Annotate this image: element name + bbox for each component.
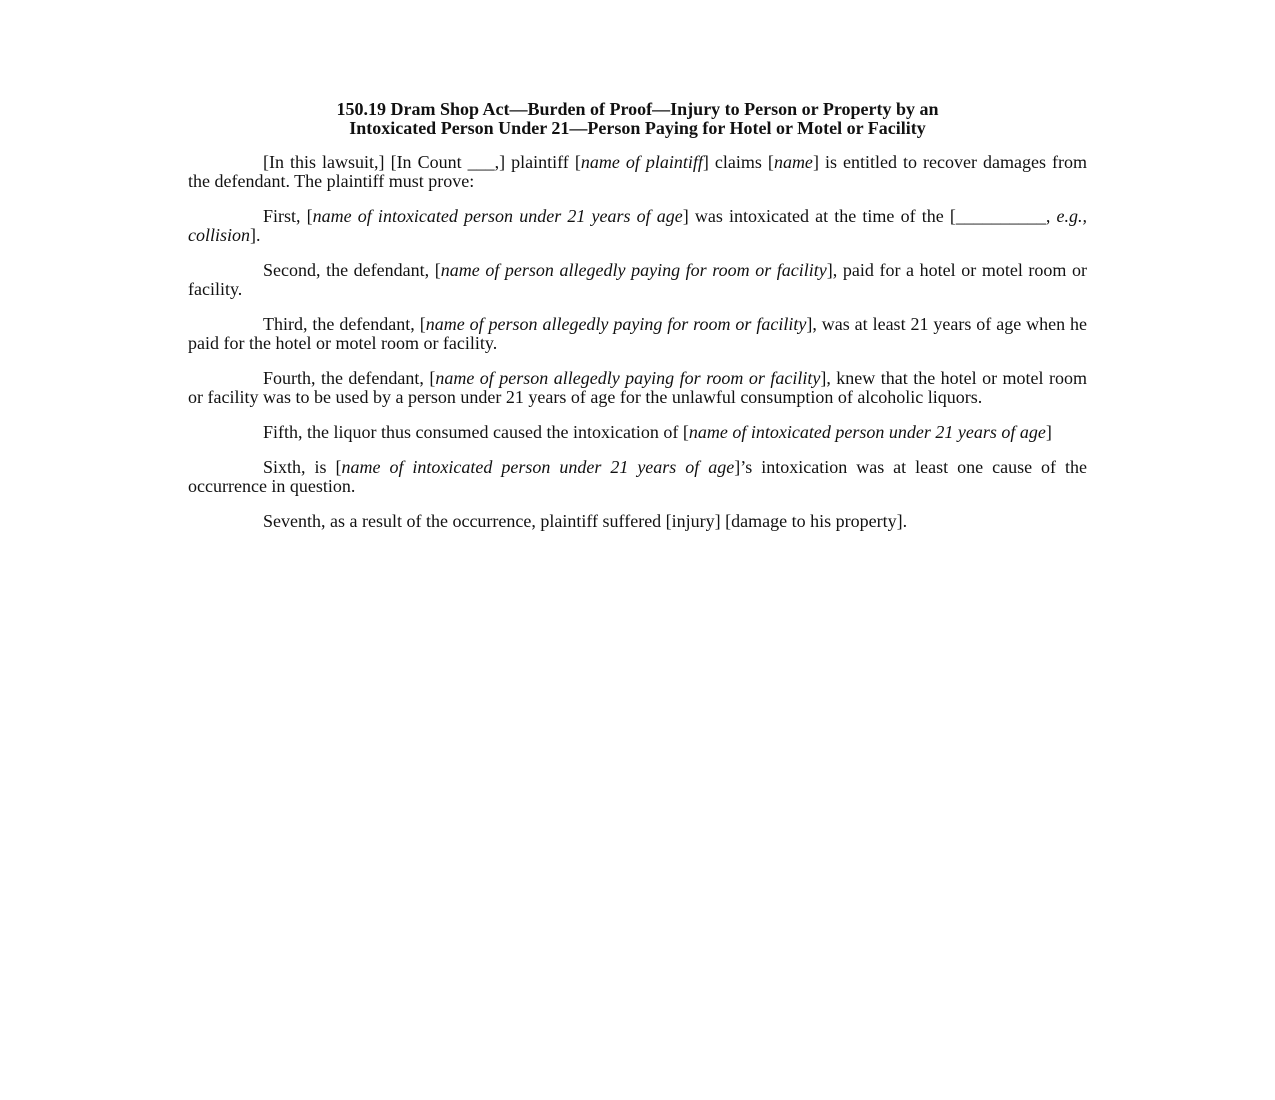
intro-text-1: [In this lawsuit,] [In Count ___,] plaintiff [ xyxy=(263,152,581,172)
fifth-text-1: Fifth, the liquor thus consumed caused the intoxication of [ xyxy=(263,422,689,442)
fourth-text-2: ], knew that the hotel or motel room or facility was to be used by a person under 21 years of age for the unlawful consumption of alcoholic liquors. xyxy=(188,368,1088,407)
third-placeholder-payer: name of person allegedly paying for room or facility xyxy=(425,314,807,334)
intro-text-2: ] claims [ xyxy=(702,152,774,172)
seventh-text-1: Seventh, as a result of the occurrence, plaintiff suffered [injury] [damage to his property]. xyxy=(263,511,908,531)
element-fifth xyxy=(188,423,1087,442)
sixth-text-1: Sixth, is [ xyxy=(263,457,342,477)
first-placeholder-event: , e.g., collision xyxy=(188,206,1087,245)
document-page xyxy=(188,100,1087,547)
first-text-2: ] was intoxicated at the time of the [__________ xyxy=(682,206,1046,226)
element-second xyxy=(188,261,1087,299)
second-placeholder-payer: name of person allegedly paying for room or facility xyxy=(440,260,827,280)
first-text-3: ]. xyxy=(250,225,261,245)
element-sixth xyxy=(188,458,1087,496)
first-placeholder-person: name of intoxicated person under 21 years of age xyxy=(312,206,683,226)
element-seventh xyxy=(188,512,1087,531)
element-third xyxy=(188,315,1087,353)
intro-paragraph xyxy=(188,153,1087,191)
element-fourth xyxy=(188,369,1087,407)
intro-text-3: ] is entitled to recover damages from the defendant. The plaintiff must prove: xyxy=(188,152,1088,191)
second-text-1: Second, the defendant, [ xyxy=(263,260,441,280)
intro-placeholder-name: name xyxy=(773,152,813,172)
document-title xyxy=(188,100,1087,138)
title-line-2: Intoxicated Person Under 21—Person Paying for Hotel or Motel or Facility xyxy=(349,118,926,138)
first-text-1: First, [ xyxy=(263,206,313,226)
third-text-2: ], was at least 21 years of age when he paid for the hotel or motel room or facility. xyxy=(188,314,1088,353)
sixth-text-2: ]’s intoxication was at least one cause of the occurrence in question. xyxy=(188,457,1088,496)
fourth-placeholder-payer: name of person allegedly paying for room or facility xyxy=(435,368,821,388)
second-text-2: ], paid for a hotel or motel room or facility. xyxy=(188,260,1088,299)
third-text-1: Third, the defendant, [ xyxy=(263,314,426,334)
title-line-1: 150.19 Dram Shop Act—Burden of Proof—Injury to Person or Property by an xyxy=(336,99,939,119)
element-first xyxy=(188,207,1087,245)
intro-placeholder-plaintiff: name of plaintiff xyxy=(580,152,703,172)
fourth-text-1: Fourth, the defendant, [ xyxy=(263,368,436,388)
fifth-text-2: ] xyxy=(1045,422,1052,442)
fifth-placeholder-person: name of intoxicated person under 21 years of age xyxy=(688,422,1046,442)
sixth-placeholder-person: name of intoxicated person under 21 years of age xyxy=(341,457,735,477)
